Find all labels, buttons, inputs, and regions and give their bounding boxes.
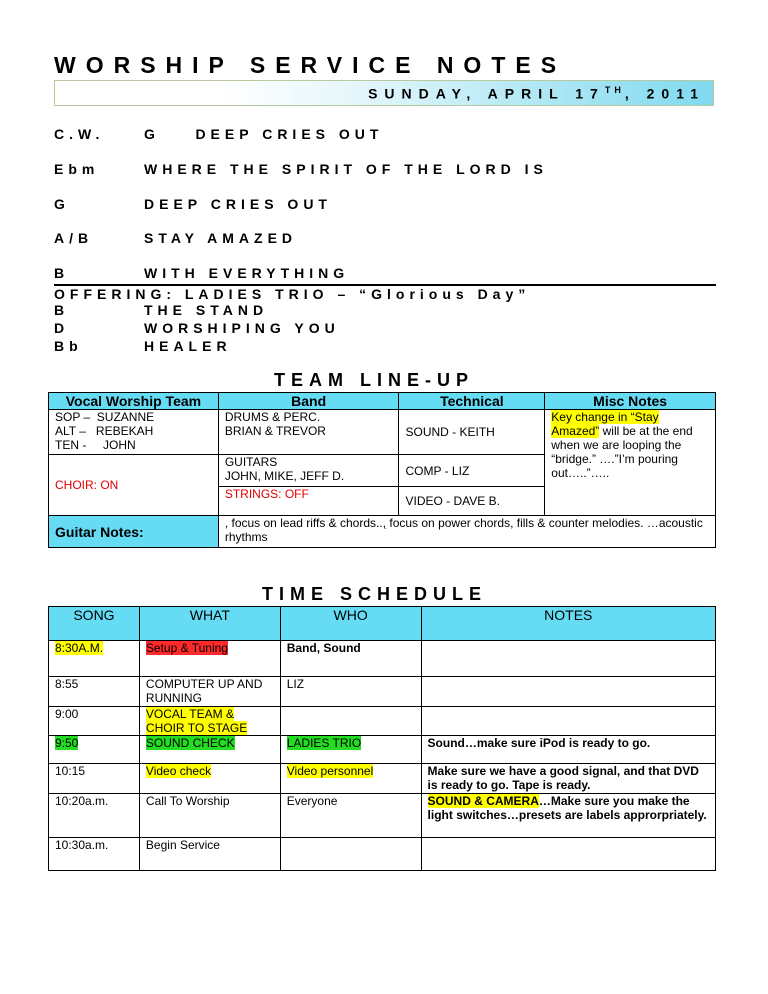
who-cell [280,838,421,871]
column-header: WHO [280,607,421,641]
band-guitar-players: JOHN, MIKE, JEFF D. [224,469,345,483]
song-title: STAY AMAZED [144,230,298,246]
time-cell: 10:20a.m. [49,794,140,838]
notes-highlight: SOUND & CAMERA [427,794,539,808]
who-cell [280,707,421,736]
song-key: D [54,320,70,336]
table-row [49,736,716,764]
what-cell: Begin Service [139,838,280,871]
who-cell [280,736,421,764]
column-header: Technical [399,393,545,410]
column-header: SONG [49,607,140,641]
table-row [49,677,716,707]
time-text: 9:50 [55,736,79,750]
misc-highlight: Key change in “Stay Amazed” [551,410,659,438]
song-title: WITH EVERYTHING [144,265,350,281]
notes-cell [421,838,715,871]
vocal-alto: ALT – REBEKAH [55,424,154,438]
column-header: Misc Notes [545,393,716,410]
who-text: Video personnel [286,764,374,778]
offering-line: OFFERING: LADIES TRIO – “Glorious Day” [54,286,531,302]
vocal-cell [49,410,219,455]
what-cell: Call To Worship [139,794,280,838]
lineup-heading: TEAM LINE-UP [274,370,474,390]
vocal-tenor: TEN - JOHN [55,438,136,452]
date-suffix: TH [604,85,625,95]
song-title: G DEEP CRIES OUT [144,126,384,142]
band-guitars: GUITARS [224,455,278,469]
what-text: VOCAL TEAM & CHOIR TO STAGE [145,707,248,735]
what-cell [139,764,280,794]
time-cell: 9:00 [49,707,140,736]
service-date [368,85,705,102]
what-text: Video check [145,764,212,778]
notes-text: …Make sure you make the light switches…presets are labels approrpriately. [427,794,707,822]
notes-cell [421,641,715,677]
column-header: WHAT [139,607,280,641]
guitar-note-part: , [382,516,387,530]
misc-notes-cell [545,410,716,516]
guitar-note-part: focus on power chords, fills & counter melodies. …acoustic rhythms [224,516,703,544]
table-row [49,838,716,871]
notes-cell: Sound…make sure iPod is ready to go. [421,736,715,764]
notes-cell [421,677,715,707]
time-text: 8:30A.M. [55,641,104,655]
what-cell [139,736,280,764]
team-lineup-table [48,392,716,548]
band-cell [218,455,399,487]
song-key: B [54,302,70,318]
notes-cell: Make sure we have a good signal, and that DVD is ready to go. Tape is ready. [421,764,715,794]
notes-cell [421,707,715,736]
document-title: WORSHIP SERVICE NOTES [54,52,567,78]
song-title: THE STAND [144,302,269,318]
what-text: Setup & Tuning [145,641,228,655]
what-cell [139,641,280,677]
time-cell [49,736,140,764]
what-cell: COMPUTER UP AND RUNNING [139,677,280,707]
song-line [54,161,548,177]
guitar-note-part: , focus on lead riffs & chords.. [224,516,383,530]
who-cell: Band, Sound [280,641,421,677]
song-line [54,302,268,318]
time-cell: 8:55 [49,677,140,707]
who-cell [280,764,421,794]
column-header: Vocal Worship Team [49,393,219,410]
vocal-soprano: SOP – SUZANNE [55,410,155,424]
misc-text: will be at the end when we are looping the “bridge.” ….”I’m pouring out…..”….. [551,424,693,480]
table-row [49,794,716,838]
comp-cell: COMP - LIZ [399,455,545,487]
who-cell: Everyone [280,794,421,838]
song-line [54,320,340,336]
song-line [54,338,232,354]
table-row [49,707,716,736]
guitar-notes-label: Guitar Notes: [49,516,219,548]
band-drums: DRUMS & PERC. [224,410,321,424]
song-title: WORSHIPING YOU [144,320,340,336]
video-cell: VIDEO - DAVE B. [399,487,545,516]
time-cell [49,641,140,677]
song-key: G [54,196,70,212]
column-header: Band [218,393,399,410]
schedule-heading: TIME SCHEDULE [262,584,488,604]
who-cell: LIZ [280,677,421,707]
date-banner [54,80,714,106]
what-cell [139,707,280,736]
song-line [54,265,349,281]
time-cell: 10:15 [49,764,140,794]
sound-cell: SOUND - KEITH [399,410,545,455]
song-line [54,126,383,142]
table-row [49,764,716,794]
song-title: WHERE THE SPIRIT OF THE LORD IS [144,161,548,177]
song-key: Bb [54,338,83,354]
notes-cell [421,794,715,838]
time-schedule-table [48,606,716,871]
date-text: SUNDAY, APRIL 17 [368,85,605,102]
song-key: Ebm [54,161,100,177]
song-key: A/B [54,230,94,246]
who-text: LADIES TRIO [286,736,362,750]
song-title: HEALER [144,338,232,354]
choir-status: CHOIR: ON [49,455,219,516]
band-drums-players: BRIAN & TREVOR [224,424,326,438]
song-line [54,196,332,212]
band-cell [218,410,399,455]
table-row [49,641,716,677]
date-year: , 2011 [624,85,705,102]
song-line [54,230,297,246]
column-header: NOTES [421,607,715,641]
song-key: B [54,265,70,281]
time-cell: 10:30a.m. [49,838,140,871]
song-key: C.W. [54,126,105,142]
strings-status: STRINGS: OFF [218,487,399,516]
song-title: DEEP CRIES OUT [144,196,332,212]
what-text: SOUND CHECK [145,736,235,750]
guitar-notes-text [218,516,715,548]
